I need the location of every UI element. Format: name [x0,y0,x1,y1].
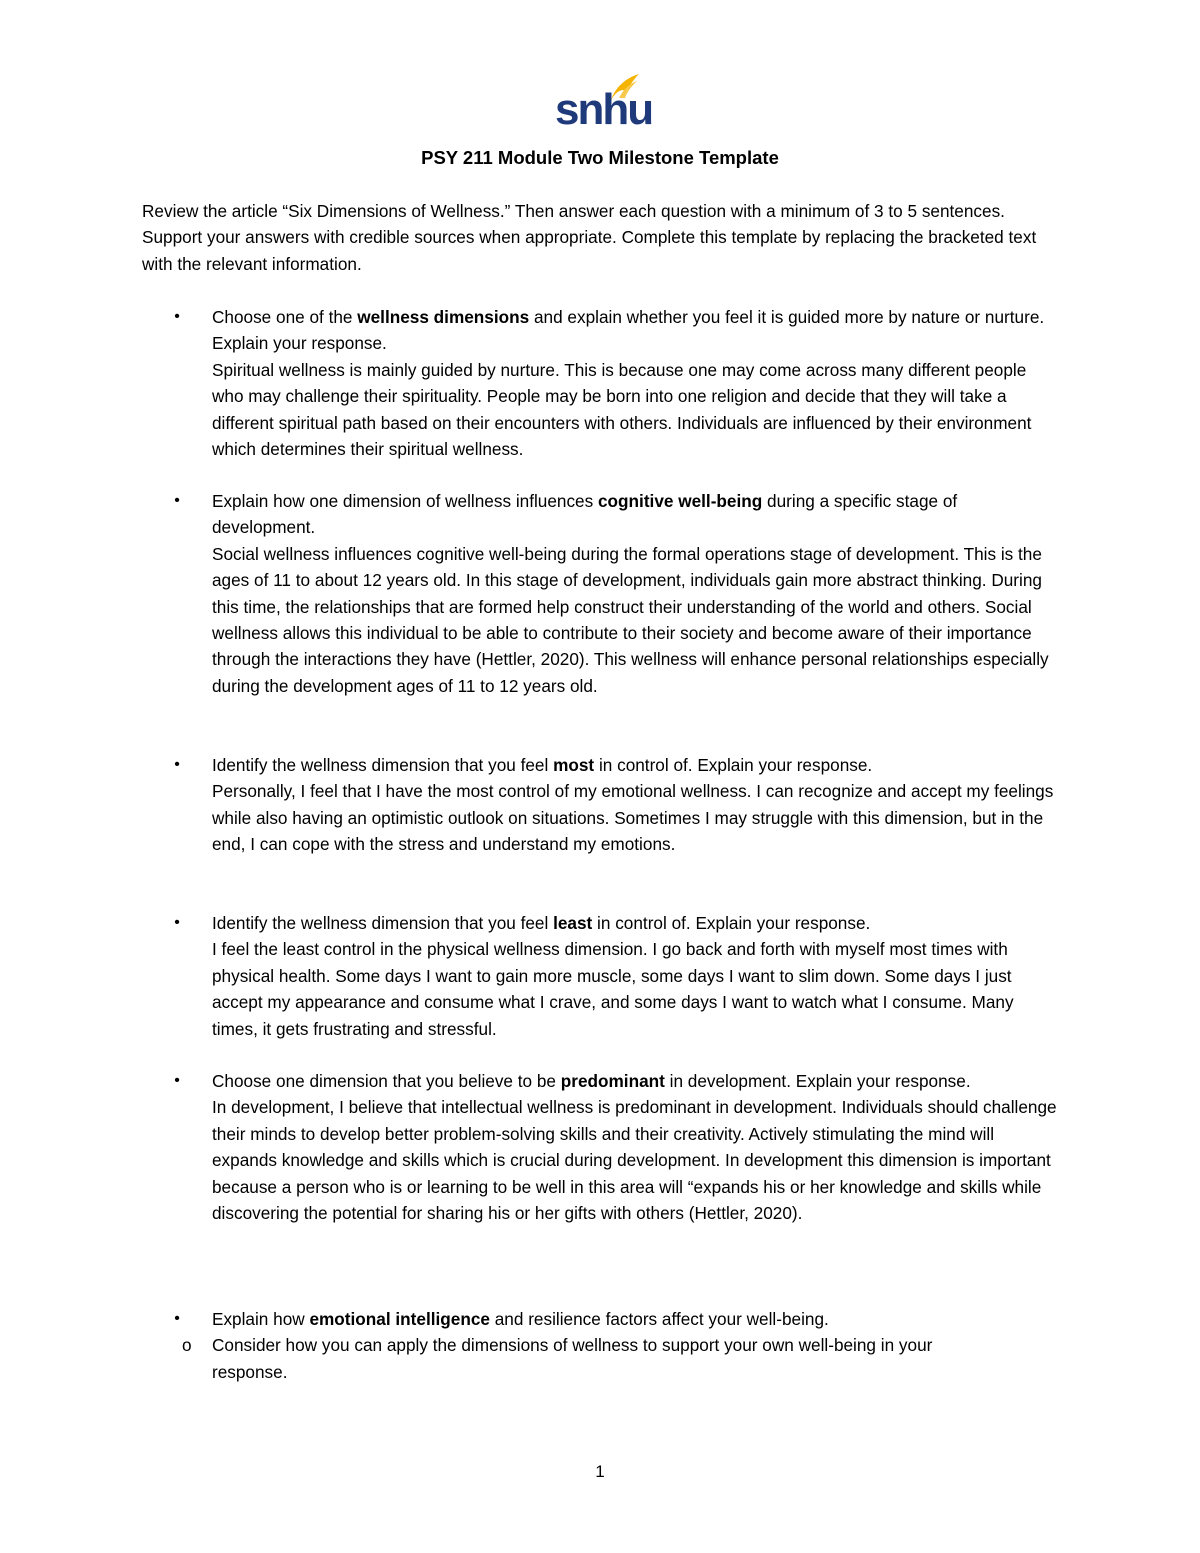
answer-text: Personally, I feel that I have the most control of my emotional wellness. I can recognize and accept my feelings while also having an optimistic outlook on situations. Sometimes I may struggle with this dimension, but in the end, I can cope with the stress and understand my emotions. [212,781,1054,855]
page-number: 1 [595,1462,605,1481]
question-prompt: Choose one dimension that you believe to be predominant in development. Explain your response. [212,1071,971,1091]
page-title: PSY 211 Module Two Milestone Template [421,147,779,168]
question-prompt: Identify the wellness dimension that you feel most in control of. Explain your response. [212,755,873,775]
question-prompt: Explain how one dimension of wellness influences cognitive well-being during a specific stage of development. [212,491,958,538]
prompt-keyword: wellness dimensions [357,307,530,327]
logo-wordmark: snhu [555,85,653,134]
question-item [142,304,1062,462]
bullet-icon: • [174,756,180,773]
bullet-icon: • [174,1072,180,1089]
prompt-keyword: predominant [560,1071,665,1091]
bullet-icon: • [174,914,180,931]
sub-bullet-marker: o [182,1335,192,1356]
answer-text: Social wellness influences cognitive well-being during the formal operations stage of development. This is the ages of 11 to about 12 years old. In this stage of development, individuals gain more abstract thinking. During this time, the relationships that are formed help construct their understanding of the world and others. Social wellness allows this individual to be able to contribute to their society and become aware of their importance through the interactions they have (Hettler, 2020). This wellness will enhance personal relationships especially during the development ages of 11 to 12 years old. [212,543,1049,696]
question-item [142,488,1062,699]
answer-text: In development, I believe that intellectual wellness is predominant in development. Individuals should challenge their minds to develop better problem-solving skills and their creativity. Actively stimulating the mind will expands knowledge and skills which is crucial during development. In development this dimension is important because a person who is or learning to be well in this area will “expands his or her knowledge and skills while discovering the potential for sharing his or her gifts with others (Hettler, 2020). [212,1097,1057,1224]
answer-text: Spiritual wellness is mainly guided by nurture. This is because one may come across many different people who may challenge their spirituality. People may be born into one religion and decide that they will take a different spiritual path based on their encounters with others. Individuals are influenced by their environment which determines their spiritual wellness. [212,359,1032,460]
sub-bullet-text: Consider how you can apply the dimensions of wellness to support your own well-being in your response. [212,1335,933,1382]
sub-bullet-item [182,1332,992,1385]
prompt-keyword: least [553,913,593,933]
answer-text: I feel the least control in the physical wellness dimension. I go back and forth with myself most times with physical health. Some days I want to gain more muscle, some days I want to slim down. Some days I just accept my appearance and consume what I crave, and some days I want to watch what I consume. Many times, it gets frustrating and stressful. [212,939,1014,1039]
snhu-logo [555,72,653,134]
prompt-keyword: most [553,755,595,775]
question-prompt: Identify the wellness dimension that you feel least in control of. Explain your response. [212,913,871,933]
intro-paragraph: Review the article “Six Dimensions of Wellness.” Then answer each question with a minimum of 3 to 5 sentences. Support your answers with credible sources when appropriate. Complete this template by replacing the bracketed text with the relevant information. [142,201,1037,274]
question-item [142,910,1062,1042]
prompt-keyword: cognitive well-being [598,491,763,511]
bullet-icon: • [174,492,180,509]
bullet-icon: • [174,1310,180,1327]
prompt-keyword: emotional intelligence [309,1309,490,1329]
bullet-icon: • [174,308,180,325]
question-prompt: Explain how emotional intelligence and resilience factors affect your well-being. [212,1309,829,1329]
question-item [142,1068,1062,1226]
question-item [142,1306,1062,1385]
question-prompt: Choose one of the wellness dimensions and explain whether you feel it is guided more by nature or nurture. Explain your response. [212,307,1045,354]
question-item [142,752,1062,858]
